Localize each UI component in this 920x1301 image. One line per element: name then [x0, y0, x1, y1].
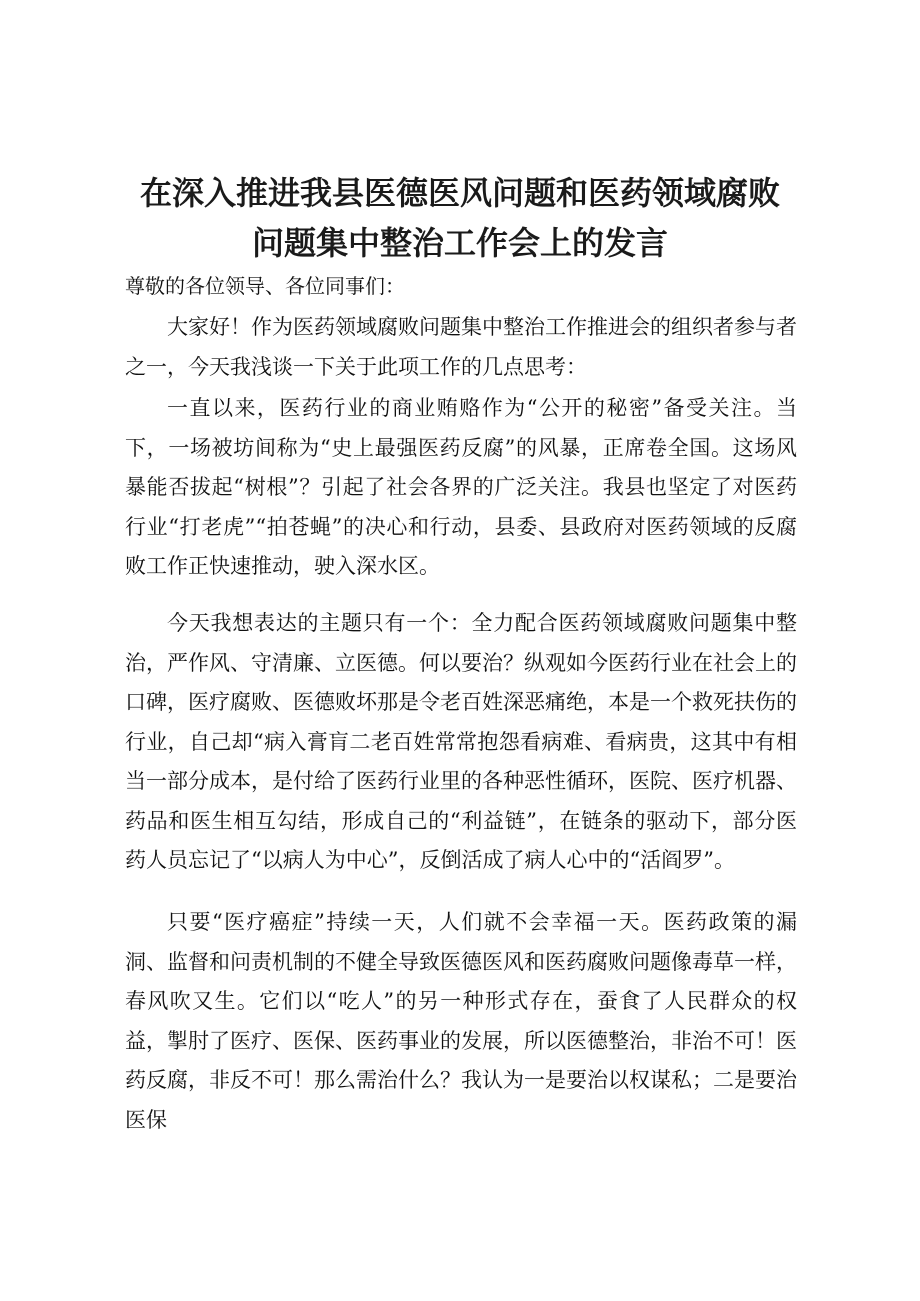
paragraph-1: 大家好！作为医药领域腐败问题集中整治工作推进会的组织者参与者之一，今天我浅谈一下关于此项工作的几点思考： — [125, 315, 797, 379]
paragraph-2: 一直以来，医药行业的商业贿赂作为“公开的秘密”备受关注。当下，一场被坊间称为“史上最强医药反腐”的风暴，正席卷全国。这场风暴能否拔起“树根”？引起了社会各界的广泛关注。我县也坚定了对医药行业“打老虎”“拍苍蝇”的决心和行动，县委、县政府对医药领域的反腐败工作正快速推动，驶入深水区。 — [125, 396, 797, 578]
salutation: 尊敬的各位领导、各位同事们： — [125, 274, 405, 298]
document-title-line-2: 问题集中整治工作会上的发言 — [251, 224, 668, 262]
document-title-line-1: 在深入推进我县医德医风问题和医药领域腐败 — [139, 174, 780, 212]
paragraph-3: 今天我想表达的主题只有一个：全力配合医药领域腐败问题集中整治，严作风、守清廉、立医德。何以要治？纵观如今医药行业在社会上的口碑，医疗腐败、医德败坏那是令老百姓深恶痛绝，本是一个救死扶伤的行业，自己却“病入膏肓二老百姓常常抱怨看病难、看病贵，这其中有相当一部分成本，是付给了医药行业里的各种恶性循环，医院、医疗机器、药品和医生相互勾结，形成自己的“利益链”，在链条的驱动下，部分医药人员忘记了“以病人为中心”，反倒活成了病人心中的“活阎罗”。 — [125, 611, 797, 872]
paragraph-4: 只要“医疗癌症”持续一天，人们就不会幸福一天。医药政策的漏洞、监督和问责机制的不健全导致医德医风和医药腐败问题像毒草一样，春风吹又生。它们以“吃人”的另一种形式存在，蚕食了人民群众的权益，掣肘了医疗、医保、医药事业的发展，所以医德整治，非治不可！医药反腐，非反不可！那么需治什么？我认为一是要治以权谋私；二是要治医保 — [125, 910, 797, 1132]
